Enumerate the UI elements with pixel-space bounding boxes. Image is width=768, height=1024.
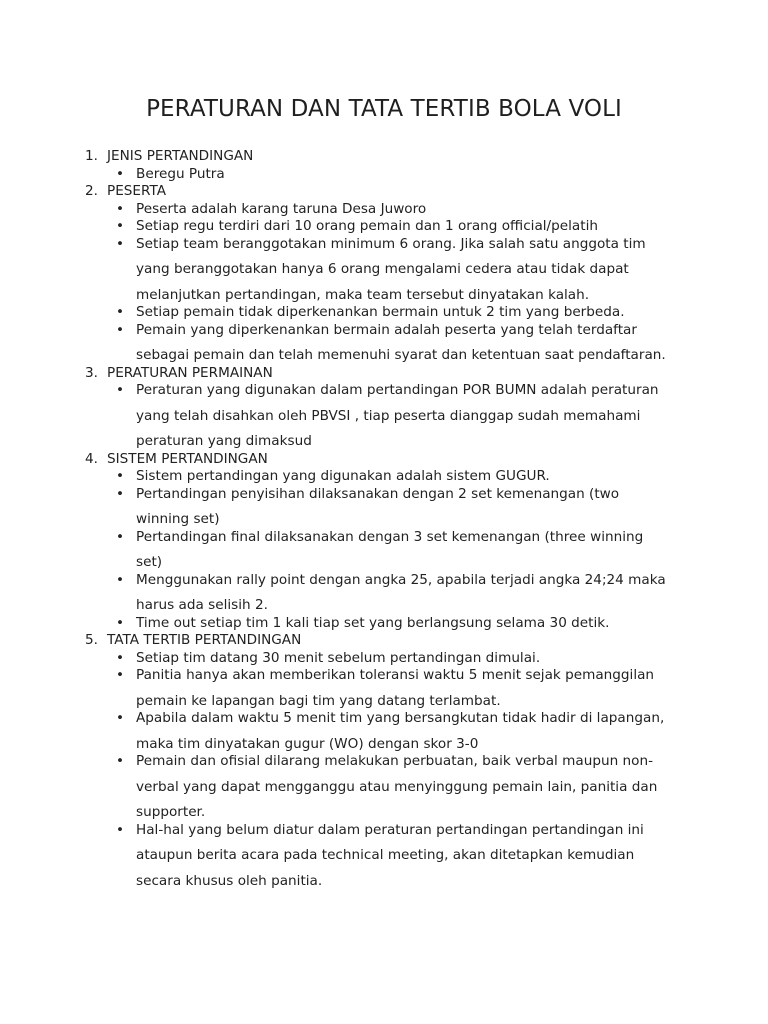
- section-heading: [85, 147, 253, 165]
- list-item-continuation: yang telah disahkan oleh PBVSI , tiap peserta dianggap sudah memahami: [136, 407, 641, 424]
- section-heading: [85, 182, 166, 200]
- bullet-icon: •: [116, 667, 125, 683]
- list-item-text: Time out setiap tim 1 kali tiap set yang berlangsung selama 30 detik.: [136, 614, 610, 631]
- section-heading: [85, 364, 273, 382]
- list-item: [116, 666, 654, 684]
- list-item-text: Menggunakan rally point dengan angka 25, apabila terjadi angka 24;24 maka: [136, 571, 666, 588]
- list-item: [116, 614, 609, 632]
- list-item-text: Setiap pemain tidak diperkenankan bermain untuk 2 tim yang berbeda.: [136, 304, 625, 320]
- list-item-continuation: winning set): [136, 511, 220, 527]
- list-item-text: Peserta adalah karang taruna Desa Juworo: [136, 200, 427, 217]
- list-item-text: Setiap regu terdiri dari 10 orang pemain dan 1 orang official/pelatih: [136, 218, 598, 234]
- list-item-text: Beregu Putra: [136, 165, 225, 182]
- list-item-text: Setiap team beranggotakan minimum 6 orang. Jika salah satu anggota tim: [136, 235, 646, 252]
- document-title: PERATURAN DAN TATA TERTIB BOLA VOLI: [146, 96, 622, 122]
- list-item-text: Setiap tim datang 30 menit sebelum pertandingan dimulai.: [136, 649, 541, 666]
- bullet-icon: •: [116, 468, 125, 484]
- section-number: 5.: [85, 632, 98, 648]
- list-item: [116, 381, 659, 399]
- bullet-icon: •: [116, 218, 125, 234]
- bullet-icon: •: [116, 614, 125, 631]
- list-item: [116, 303, 625, 321]
- list-item: [116, 821, 644, 839]
- list-item-continuation: pemain ke lapangan bagi tim yang datang terlambat.: [136, 692, 501, 709]
- list-item-continuation: harus ada selisih 2.: [136, 597, 268, 613]
- list-item-text: Pertandingan final dilaksanakan dengan 3 set kemenangan (three winning: [136, 528, 644, 545]
- list-item: [116, 217, 598, 235]
- list-item: [116, 485, 619, 503]
- list-item: [116, 752, 653, 770]
- list-item: [116, 709, 664, 727]
- bullet-icon: •: [116, 304, 125, 320]
- list-item-text: Pemain dan ofisial dilarang melakukan perbuatan, baik verbal maupun non-: [136, 753, 653, 769]
- bullet-icon: •: [116, 321, 125, 338]
- bullet-icon: •: [116, 485, 125, 502]
- section-number: 3.: [85, 364, 98, 381]
- section-heading: [85, 450, 268, 468]
- bullet-icon: •: [116, 235, 125, 252]
- list-item: [116, 165, 225, 183]
- list-item-continuation: sebagai pemain dan telah memenuhi syarat dan ketentuan saat pendaftaran.: [136, 347, 666, 363]
- list-item-continuation: peraturan yang dimaksud: [136, 433, 312, 449]
- list-item: [116, 467, 550, 485]
- list-item-continuation: yang beranggotakan hanya 6 orang mengalami cedera atau tidak dapat: [136, 261, 629, 277]
- section-heading-text: SISTEM PERTANDINGAN: [107, 450, 268, 467]
- bullet-icon: •: [116, 571, 125, 588]
- section-heading-text: PERATURAN PERMAINAN: [107, 364, 273, 381]
- list-item-text: Pemain yang diperkenankan bermain adalah peserta yang telah terdaftar: [136, 321, 637, 338]
- bullet-icon: •: [116, 382, 125, 398]
- list-item-continuation: supporter.: [136, 804, 206, 820]
- section-heading: [85, 631, 301, 649]
- section-number: 4.: [85, 450, 98, 467]
- list-item-text: Panitia hanya akan memberikan toleransi waktu 5 menit sejak pemanggilan: [136, 667, 655, 683]
- list-item-text: Apabila dalam waktu 5 menit tim yang bersangkutan tidak hadir di lapangan,: [136, 710, 665, 726]
- section-heading-text: JENIS PERTANDINGAN: [107, 148, 254, 164]
- list-item: [116, 649, 540, 667]
- bullet-icon: •: [116, 821, 125, 838]
- section-heading-text: TATA TERTIB PERTANDINGAN: [107, 632, 302, 648]
- bullet-icon: •: [116, 649, 125, 666]
- bullet-icon: •: [116, 753, 125, 769]
- section-number: 1.: [85, 148, 98, 164]
- list-item-text: Sistem pertandingan yang digunakan adalah sistem GUGUR.: [136, 468, 550, 484]
- list-item: [116, 528, 643, 546]
- list-item-continuation: maka tim dinyatakan gugur (WO) dengan skor 3-0: [136, 735, 479, 752]
- list-item-text: Hal-hal yang belum diatur dalam peraturan pertandingan pertandingan ini: [136, 821, 644, 838]
- bullet-icon: •: [116, 165, 125, 182]
- bullet-icon: •: [116, 710, 125, 726]
- list-item-continuation: set): [136, 554, 163, 570]
- section-heading-text: PESERTA: [107, 183, 167, 199]
- list-item-text: Peraturan yang digunakan dalam pertandingan POR BUMN adalah peraturan: [136, 382, 659, 398]
- list-item-text: Pertandingan penyisihan dilaksanakan dengan 2 set kemenangan (two: [136, 485, 620, 502]
- list-item: [116, 571, 666, 589]
- section-number: 2.: [85, 183, 98, 199]
- list-item-continuation: verbal yang dapat mengganggu atau menyinggung pemain lain, panitia dan: [136, 778, 658, 795]
- bullet-icon: •: [116, 528, 125, 545]
- list-item-continuation: melanjutkan pertandingan, maka team tersebut dinyatakan kalah.: [136, 286, 590, 303]
- bullet-icon: •: [116, 200, 125, 217]
- list-item: [116, 321, 637, 339]
- list-item-continuation: secara khusus oleh panitia.: [136, 872, 323, 889]
- list-item-continuation: ataupun berita acara pada technical meeting, akan ditetapkan kemudian: [136, 847, 635, 863]
- list-item: [116, 235, 646, 253]
- list-item: [116, 200, 426, 218]
